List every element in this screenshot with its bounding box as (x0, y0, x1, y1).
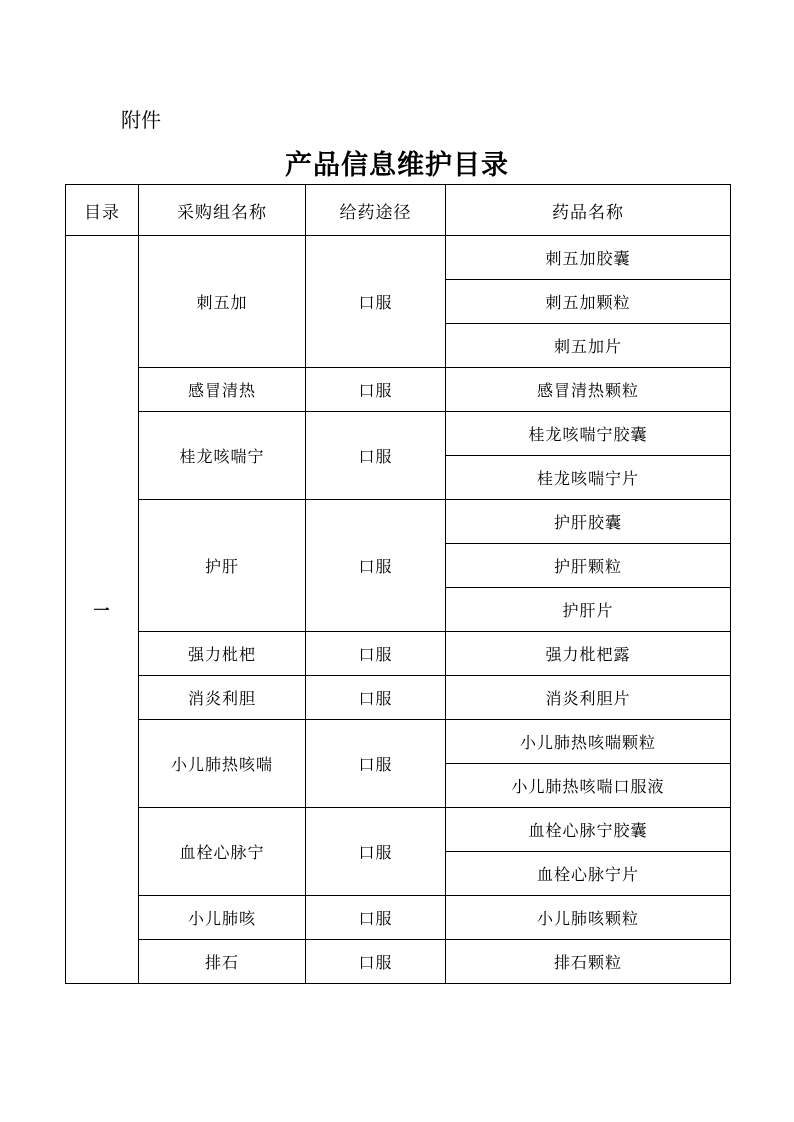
purchase-group-cell: 排石 (139, 940, 306, 984)
drug-name-cell: 桂龙咳喘宁片 (446, 456, 731, 500)
drug-name-cell: 消炎利胆片 (446, 676, 731, 720)
header-drug-name: 药品名称 (446, 185, 731, 236)
drug-name-cell: 桂龙咳喘宁胶囊 (446, 412, 731, 456)
route-cell: 口服 (306, 808, 446, 896)
header-catalog: 目录 (66, 185, 139, 236)
table-header-row (66, 185, 731, 236)
table-row (66, 808, 731, 852)
route-cell: 口服 (306, 236, 446, 368)
drug-name-cell: 小儿肺热咳喘口服液 (446, 764, 731, 808)
drug-name-cell: 刺五加胶囊 (446, 236, 731, 280)
route-cell: 口服 (306, 940, 446, 984)
drug-name-cell: 排石颗粒 (446, 940, 731, 984)
table-row (66, 412, 731, 456)
table-row (66, 368, 731, 412)
route-cell: 口服 (306, 676, 446, 720)
header-purchase-group: 采购组名称 (139, 185, 306, 236)
purchase-group-cell: 强力枇杷 (139, 632, 306, 676)
drug-name-cell: 强力枇杷露 (446, 632, 731, 676)
route-cell: 口服 (306, 720, 446, 808)
table-row (66, 940, 731, 984)
table-row (66, 500, 731, 544)
purchase-group-cell: 小儿肺咳 (139, 896, 306, 940)
header-route: 给药途径 (306, 185, 446, 236)
drug-name-cell: 小儿肺热咳喘颗粒 (446, 720, 731, 764)
route-cell: 口服 (306, 368, 446, 412)
drug-name-cell: 血栓心脉宁胶囊 (446, 808, 731, 852)
purchase-group-cell: 刺五加 (139, 236, 306, 368)
purchase-group-cell: 血栓心脉宁 (139, 808, 306, 896)
attachment-label: 附件 (121, 108, 161, 132)
catalog-number-cell: 一 (66, 236, 139, 984)
purchase-group-cell: 消炎利胆 (139, 676, 306, 720)
drug-name-cell: 刺五加片 (446, 324, 731, 368)
drug-name-cell: 刺五加颗粒 (446, 280, 731, 324)
drug-name-cell: 血栓心脉宁片 (446, 852, 731, 896)
purchase-group-cell: 护肝 (139, 500, 306, 632)
purchase-group-cell: 桂龙咳喘宁 (139, 412, 306, 500)
table-row (66, 896, 731, 940)
drug-name-cell: 护肝颗粒 (446, 544, 731, 588)
drug-name-cell: 护肝片 (446, 588, 731, 632)
route-cell: 口服 (306, 632, 446, 676)
table-body (66, 236, 731, 984)
route-cell: 口服 (306, 412, 446, 500)
table-row (66, 632, 731, 676)
route-cell: 口服 (306, 896, 446, 940)
route-cell: 口服 (306, 500, 446, 632)
table-row (66, 236, 731, 280)
table-row (66, 676, 731, 720)
drug-name-cell: 护肝胶囊 (446, 500, 731, 544)
table-row (66, 720, 731, 764)
page-title: 产品信息维护目录 (285, 150, 509, 181)
purchase-group-cell: 感冒清热 (139, 368, 306, 412)
purchase-group-cell: 小儿肺热咳喘 (139, 720, 306, 808)
drug-name-cell: 小儿肺咳颗粒 (446, 896, 731, 940)
product-catalog-table (65, 184, 731, 984)
drug-name-cell: 感冒清热颗粒 (446, 368, 731, 412)
